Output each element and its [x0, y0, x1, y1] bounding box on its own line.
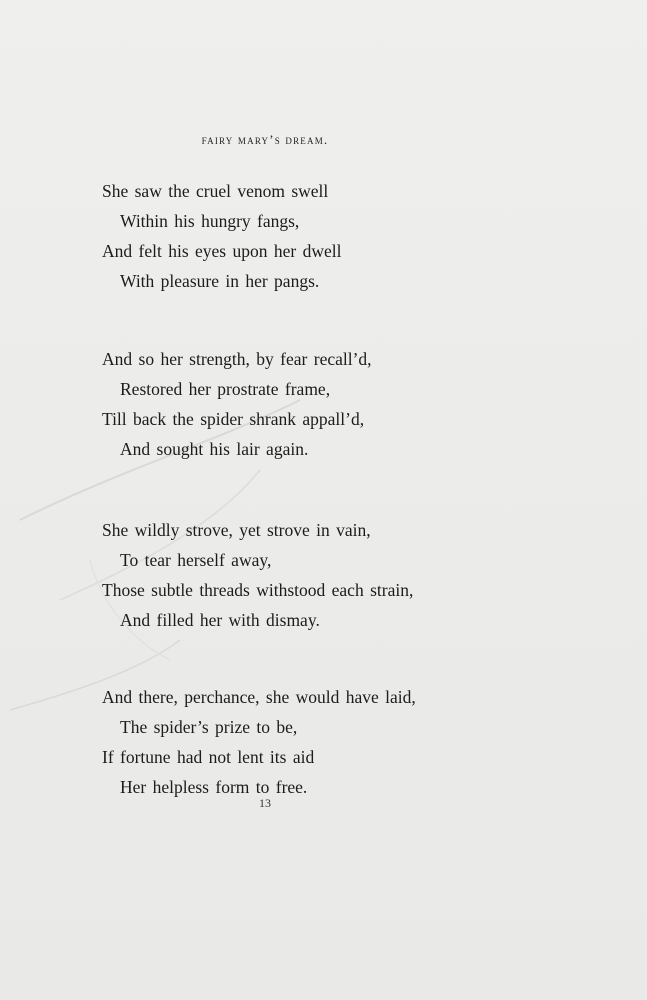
stanza-1-line-1: She saw the cruel venom swell: [102, 181, 329, 201]
page-number: 13: [259, 796, 271, 810]
stanza-3-line-1: She wildly strove, yet strove in vain,: [102, 520, 371, 540]
running-title: [0, 132, 530, 148]
stanza-4-line-4: Her helpless form to free.: [120, 777, 308, 797]
stanza-3-line-2: To tear herself away,: [120, 550, 272, 570]
stanza-1: [102, 176, 562, 296]
stanza-2-line-1: And so her strength, by fear recall’d,: [102, 349, 372, 369]
stanza-2-line-2: Restored her prostrate frame,: [120, 379, 331, 399]
stanza-4: [102, 682, 562, 802]
stanza-2-line-3: Till back the spider shrank appall’d,: [102, 409, 365, 429]
stanza-3: [102, 515, 562, 635]
stanza-2-line-4: And sought his lair again.: [120, 439, 309, 459]
stanza-1-line-4: With pleasure in her pangs.: [120, 271, 320, 291]
running-title-text: fairy mary’s dream.: [201, 132, 329, 147]
stanza-1-line-2: Within his hungry fangs,: [120, 211, 300, 231]
stanza-3-line-4: And filled her with dismay.: [120, 610, 320, 630]
stanza-1-line-3: And felt his eyes upon her dwell: [102, 241, 342, 261]
stanza-4-line-3: If fortune had not lent its aid: [102, 747, 315, 767]
stanza-3-line-3: Those subtle threads withstood each strain,: [102, 580, 414, 600]
stanza-4-line-2: The spider’s prize to be,: [120, 717, 298, 737]
stanza-2: [102, 344, 562, 464]
stanza-4-line-1: And there, perchance, she would have laid,: [102, 687, 416, 707]
